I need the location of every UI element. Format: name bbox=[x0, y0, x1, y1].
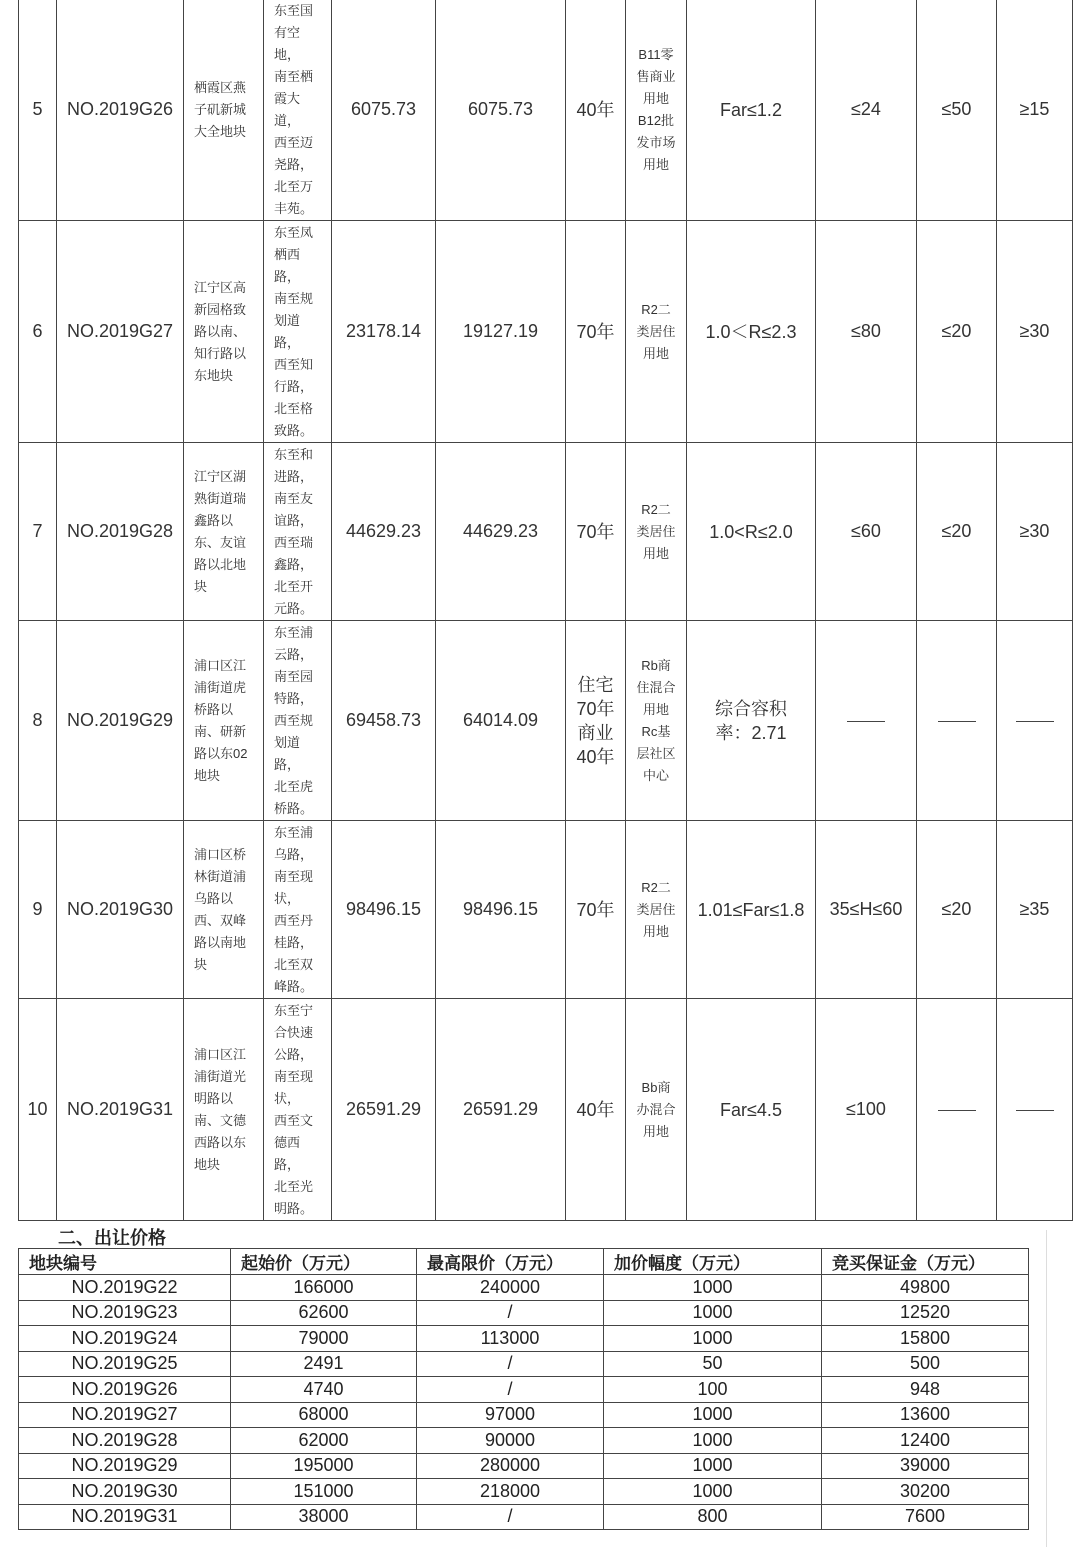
price-row bbox=[19, 1275, 1029, 1301]
price-row bbox=[19, 1351, 1029, 1377]
price-increment: 1000 bbox=[604, 1428, 822, 1454]
price-start: 38000 bbox=[231, 1504, 417, 1530]
parcel-location-line: 路以东02 bbox=[194, 745, 248, 761]
floor-area-ratio bbox=[687, 0, 816, 221]
price-row bbox=[19, 1428, 1029, 1454]
price-start: 62000 bbox=[231, 1428, 417, 1454]
parcel-row bbox=[19, 443, 1073, 621]
price-max: / bbox=[417, 1351, 604, 1377]
price-max: 240000 bbox=[417, 1275, 604, 1301]
parcel-boundary-line: 西至规 bbox=[274, 712, 314, 728]
parcel-boundary-line: 桂路， bbox=[274, 934, 314, 950]
parcel-location-line: 路以南地 bbox=[194, 934, 247, 950]
empty-dash bbox=[847, 721, 885, 722]
parcel-location-line: 江宁区湖 bbox=[194, 468, 247, 484]
lease-term bbox=[566, 221, 626, 443]
parcel-boundary-line: 西至迈 bbox=[274, 134, 314, 150]
lease-term-line: 40年 bbox=[576, 99, 615, 120]
building-height: 35≤H≤60 bbox=[816, 821, 917, 999]
parcel-boundary-line: 东至浦 bbox=[274, 824, 314, 840]
parcel-boundary-line: 特路， bbox=[274, 690, 314, 706]
land-use bbox=[626, 443, 687, 621]
price-increment: 1000 bbox=[604, 1275, 822, 1301]
land-use-line: 售商业 bbox=[636, 68, 676, 84]
parcel-boundary-line: 北至虎 bbox=[274, 778, 314, 794]
price-row bbox=[19, 1377, 1029, 1403]
green-ratio bbox=[997, 621, 1073, 821]
land-use-line: Rb商 bbox=[641, 657, 671, 673]
parcel-boundary-line: 南至栖 bbox=[274, 68, 314, 84]
land-use-line: 用地 bbox=[642, 545, 669, 561]
price-parcel-code: NO.2019G23 bbox=[19, 1300, 231, 1326]
header-deposit: 竞买保证金（万元） bbox=[822, 1249, 1029, 1275]
price-deposit: 15800 bbox=[822, 1326, 1029, 1352]
parcel-boundary bbox=[264, 999, 332, 1221]
parcel-location bbox=[184, 821, 264, 999]
parcel-row bbox=[19, 0, 1073, 221]
parcel-boundary bbox=[264, 221, 332, 443]
price-max: 280000 bbox=[417, 1453, 604, 1479]
building-area: 26591.29 bbox=[436, 999, 566, 1221]
parcel-boundary-line: 北至双 bbox=[274, 956, 314, 972]
floor-area-ratio-line: 1.0＜R≤2.3 bbox=[705, 321, 797, 342]
lease-term bbox=[566, 0, 626, 221]
parcel-boundary-line: 路， bbox=[274, 268, 301, 284]
parcel-location bbox=[184, 221, 264, 443]
parcel-location-line: 地块 bbox=[194, 1156, 221, 1172]
building-height bbox=[816, 621, 917, 821]
floor-area-ratio-line: 1.0<R≤2.0 bbox=[709, 521, 793, 542]
lease-term-line: 70年 bbox=[576, 321, 615, 342]
land-use-line: 中心 bbox=[642, 767, 669, 783]
building-area: 98496.15 bbox=[436, 821, 566, 999]
building-area: 6075.73 bbox=[436, 0, 566, 221]
parcel-location-line: 南、文德 bbox=[194, 1112, 247, 1128]
parcel-location-line: 西路以东 bbox=[194, 1134, 247, 1150]
parcel-location-line: 地块 bbox=[194, 767, 221, 783]
floor-area-ratio bbox=[687, 221, 816, 443]
land-use bbox=[626, 621, 687, 821]
parcel-boundary-line: 东至国 bbox=[274, 2, 314, 18]
parcel-code: NO.2019G29 bbox=[57, 621, 184, 821]
land-area: 44629.23 bbox=[332, 443, 436, 621]
lease-term-line: 商业 bbox=[577, 722, 614, 743]
lease-term-line: 70年 bbox=[576, 521, 615, 542]
price-table-header bbox=[19, 1249, 1029, 1275]
parcel-code: NO.2019G30 bbox=[57, 821, 184, 999]
parcel-location-line: 新园格致 bbox=[194, 301, 247, 317]
parcel-boundary-line: 西至丹 bbox=[274, 912, 314, 928]
parcel-location-line: 知行路以 bbox=[194, 345, 247, 361]
building-density: ≤20 bbox=[917, 443, 997, 621]
parcel-boundary-line: 东至和 bbox=[274, 446, 314, 462]
green-ratio: ≥30 bbox=[997, 443, 1073, 621]
price-parcel-code: NO.2019G25 bbox=[19, 1351, 231, 1377]
parcel-location-line: 鑫路以 bbox=[194, 512, 234, 528]
parcel-location bbox=[184, 443, 264, 621]
price-parcel-code: NO.2019G30 bbox=[19, 1479, 231, 1505]
parcel-boundary-line: 明路。 bbox=[274, 1200, 314, 1216]
price-deposit: 7600 bbox=[822, 1504, 1029, 1530]
parcel-boundary-line: 栖西 bbox=[274, 246, 301, 262]
parcel-boundary-line: 乌路， bbox=[274, 846, 314, 862]
land-use-line: R2二 bbox=[641, 301, 671, 317]
parcel-boundary-line: 峰路。 bbox=[274, 978, 314, 994]
parcel-location bbox=[184, 999, 264, 1221]
row-number: 5 bbox=[19, 0, 57, 221]
green-ratio: ≥30 bbox=[997, 221, 1073, 443]
header-increment: 加价幅度（万元） bbox=[604, 1249, 822, 1275]
parcel-boundary-line: 南至现 bbox=[274, 868, 314, 884]
parcel-boundary-line: 公路， bbox=[274, 1046, 314, 1062]
header-max-price: 最高限价（万元） bbox=[417, 1249, 604, 1275]
parcel-boundary-line: 南至现 bbox=[274, 1068, 314, 1084]
parcel-row bbox=[19, 999, 1073, 1221]
parcel-boundary-line: 进路， bbox=[274, 468, 314, 484]
land-use-line: Bb商 bbox=[641, 1079, 671, 1095]
land-use-line: 用地 bbox=[642, 90, 669, 106]
floor-area-ratio-line: Far≤1.2 bbox=[720, 99, 782, 120]
parcel-boundary-line: 谊路， bbox=[274, 512, 314, 528]
building-area: 19127.19 bbox=[436, 221, 566, 443]
price-deposit: 948 bbox=[822, 1377, 1029, 1403]
land-parcel-table bbox=[18, 0, 1073, 1221]
floor-area-ratio-line: 率：2.71 bbox=[715, 722, 787, 743]
section-title-price: 二、出让价格 bbox=[58, 1228, 166, 1249]
parcel-boundary-line: 状， bbox=[274, 1090, 301, 1106]
land-area: 69458.73 bbox=[332, 621, 436, 821]
land-use bbox=[626, 0, 687, 221]
parcel-boundary-line: 行路， bbox=[274, 378, 314, 394]
price-deposit: 39000 bbox=[822, 1453, 1029, 1479]
parcel-code: NO.2019G28 bbox=[57, 443, 184, 621]
parcel-location-line: 江宁区高 bbox=[194, 279, 247, 295]
land-use-line: B11零 bbox=[638, 46, 674, 62]
land-use-line: R2二 bbox=[641, 501, 671, 517]
parcel-boundary-line: 尧路， bbox=[274, 156, 314, 172]
floor-area-ratio-line: Far≤4.5 bbox=[720, 1099, 782, 1120]
parcel-boundary-line: 地， bbox=[274, 46, 301, 62]
parcel-row bbox=[19, 221, 1073, 443]
price-max: 97000 bbox=[417, 1402, 604, 1428]
price-parcel-code: NO.2019G29 bbox=[19, 1453, 231, 1479]
price-parcel-code: NO.2019G27 bbox=[19, 1402, 231, 1428]
price-row bbox=[19, 1479, 1029, 1505]
lease-term-line: 40年 bbox=[576, 746, 615, 767]
price-row bbox=[19, 1300, 1029, 1326]
land-use-line: 用地 bbox=[642, 923, 669, 939]
parcel-row bbox=[19, 621, 1073, 821]
land-use-line: 发市场 bbox=[636, 134, 676, 150]
parcel-boundary-line: 云路， bbox=[274, 646, 314, 662]
building-density bbox=[917, 621, 997, 821]
price-max: 218000 bbox=[417, 1479, 604, 1505]
price-parcel-code: NO.2019G31 bbox=[19, 1504, 231, 1530]
parcel-location-line: 西、双峰 bbox=[194, 912, 247, 928]
empty-dash bbox=[938, 1110, 976, 1111]
parcel-boundary-line: 鑫路， bbox=[274, 556, 314, 572]
parcel-location bbox=[184, 621, 264, 821]
parcel-boundary-line: 致路。 bbox=[274, 422, 314, 438]
parcel-boundary bbox=[264, 443, 332, 621]
parcel-location-line: 浦口区江 bbox=[194, 1046, 247, 1062]
parcel-location-line: 明路以 bbox=[194, 1090, 234, 1106]
price-parcel-code: NO.2019G24 bbox=[19, 1326, 231, 1352]
land-area: 23178.14 bbox=[332, 221, 436, 443]
row-number: 10 bbox=[19, 999, 57, 1221]
lease-term bbox=[566, 621, 626, 821]
price-start: 151000 bbox=[231, 1479, 417, 1505]
lease-term-line: 70年 bbox=[576, 899, 615, 920]
price-deposit: 500 bbox=[822, 1351, 1029, 1377]
empty-dash bbox=[1016, 1110, 1054, 1111]
header-parcel-code: 地块编号 bbox=[19, 1249, 231, 1275]
parcel-boundary-line: 西至知 bbox=[274, 356, 314, 372]
parcel-row bbox=[19, 821, 1073, 999]
parcel-boundary-line: 德西 bbox=[274, 1134, 301, 1150]
land-area: 26591.29 bbox=[332, 999, 436, 1221]
building-density: ≤20 bbox=[917, 221, 997, 443]
price-deposit: 12520 bbox=[822, 1300, 1029, 1326]
floor-area-ratio bbox=[687, 999, 816, 1221]
price-row bbox=[19, 1504, 1029, 1530]
parcel-boundary-line: 划道 bbox=[274, 312, 301, 328]
price-start: 166000 bbox=[231, 1275, 417, 1301]
building-density: ≤50 bbox=[917, 0, 997, 221]
lease-term-line: 住宅 bbox=[577, 674, 614, 695]
land-use bbox=[626, 999, 687, 1221]
land-area: 98496.15 bbox=[332, 821, 436, 999]
parcel-boundary-line: 南至友 bbox=[274, 490, 314, 506]
parcel-location-line: 乌路以 bbox=[194, 890, 234, 906]
building-density bbox=[917, 999, 997, 1221]
building-height: ≤100 bbox=[816, 999, 917, 1221]
land-use bbox=[626, 821, 687, 999]
parcel-code: NO.2019G26 bbox=[57, 0, 184, 221]
parcel-boundary-line: 西至瑞 bbox=[274, 534, 314, 550]
price-increment: 100 bbox=[604, 1377, 822, 1403]
land-area: 6075.73 bbox=[332, 0, 436, 221]
building-area: 64014.09 bbox=[436, 621, 566, 821]
parcel-code: NO.2019G31 bbox=[57, 999, 184, 1221]
floor-area-ratio-line: 1.01≤Far≤1.8 bbox=[697, 899, 805, 920]
parcel-location-line: 南、研新 bbox=[194, 723, 247, 739]
price-increment: 1000 bbox=[604, 1479, 822, 1505]
parcel-boundary-line: 南至园 bbox=[274, 668, 314, 684]
price-deposit: 12400 bbox=[822, 1428, 1029, 1454]
price-increment: 1000 bbox=[604, 1453, 822, 1479]
price-parcel-code: NO.2019G28 bbox=[19, 1428, 231, 1454]
parcel-boundary-line: 北至格 bbox=[274, 400, 314, 416]
floor-area-ratio bbox=[687, 821, 816, 999]
header-start-price: 起始价（万元） bbox=[231, 1249, 417, 1275]
land-use bbox=[626, 221, 687, 443]
parcel-location-line: 栖霞区燕 bbox=[194, 79, 247, 95]
price-max: 90000 bbox=[417, 1428, 604, 1454]
lease-term bbox=[566, 999, 626, 1221]
price-max: 113000 bbox=[417, 1326, 604, 1352]
row-number: 8 bbox=[19, 621, 57, 821]
parcel-location-line: 浦街道虎 bbox=[194, 679, 247, 695]
parcel-boundary-line: 路， bbox=[274, 756, 301, 772]
parcel-boundary bbox=[264, 621, 332, 821]
lease-term bbox=[566, 443, 626, 621]
lease-term bbox=[566, 821, 626, 999]
row-number: 6 bbox=[19, 221, 57, 443]
parcel-location-line: 路以南、 bbox=[194, 323, 247, 339]
parcel-location-line: 路以北地 bbox=[194, 556, 247, 572]
green-ratio bbox=[997, 999, 1073, 1221]
parcel-boundary-line: 划道 bbox=[274, 734, 301, 750]
parcel-boundary-line: 丰苑。 bbox=[274, 200, 314, 216]
empty-dash bbox=[938, 721, 976, 722]
land-use-line: 类居住 bbox=[636, 323, 676, 339]
price-increment: 1000 bbox=[604, 1402, 822, 1428]
parcel-boundary-line: 东至宁 bbox=[274, 1002, 314, 1018]
price-row bbox=[19, 1453, 1029, 1479]
price-increment: 1000 bbox=[604, 1326, 822, 1352]
land-use-line: Rc基 bbox=[641, 723, 671, 739]
parcel-boundary-line: 东至浦 bbox=[274, 624, 314, 640]
parcel-boundary-line: 北至万 bbox=[274, 178, 314, 194]
green-ratio: ≥15 bbox=[997, 0, 1073, 221]
price-start: 79000 bbox=[231, 1326, 417, 1352]
parcel-boundary bbox=[264, 821, 332, 999]
parcel-location-line: 浦口区桥 bbox=[194, 846, 247, 862]
parcel-location-line: 东地块 bbox=[194, 367, 234, 383]
price-start: 2491 bbox=[231, 1351, 417, 1377]
land-use-line: 用地 bbox=[642, 701, 669, 717]
parcel-location-line: 桥路以 bbox=[194, 701, 234, 717]
parcel-location-line: 子矶新城 bbox=[194, 101, 247, 117]
parcel-location-line: 大全地块 bbox=[194, 123, 247, 139]
land-use-line: 用地 bbox=[642, 1123, 669, 1139]
parcel-boundary-line: 西至文 bbox=[274, 1112, 314, 1128]
building-density: ≤20 bbox=[917, 821, 997, 999]
floor-area-ratio bbox=[687, 621, 816, 821]
lease-term-line: 40年 bbox=[576, 1099, 615, 1120]
parcel-boundary-line: 合快速 bbox=[274, 1024, 314, 1040]
green-ratio: ≥35 bbox=[997, 821, 1073, 999]
parcel-boundary-line: 路， bbox=[274, 1156, 301, 1172]
parcel-boundary-line: 状， bbox=[274, 890, 301, 906]
price-start: 68000 bbox=[231, 1402, 417, 1428]
parcel-location-line: 林街道浦 bbox=[194, 868, 247, 884]
price-parcel-code: NO.2019G26 bbox=[19, 1377, 231, 1403]
price-max: / bbox=[417, 1377, 604, 1403]
land-use-line: 用地 bbox=[642, 345, 669, 361]
price-deposit: 49800 bbox=[822, 1275, 1029, 1301]
price-parcel-code: NO.2019G22 bbox=[19, 1275, 231, 1301]
land-use-line: 层社区 bbox=[636, 745, 676, 761]
price-increment: 800 bbox=[604, 1504, 822, 1530]
parcel-location bbox=[184, 0, 264, 221]
page-edge-rule bbox=[1046, 1230, 1047, 1547]
price-table bbox=[18, 1248, 1029, 1530]
land-use-line: 办混合 bbox=[636, 1101, 676, 1117]
parcel-location-line: 块 bbox=[194, 578, 208, 594]
parcel-location-line: 浦口区江 bbox=[194, 657, 247, 673]
parcel-boundary-line: 元路。 bbox=[274, 600, 314, 616]
parcel-boundary-line: 有空 bbox=[274, 24, 301, 40]
land-use-line: 类居住 bbox=[636, 901, 676, 917]
land-use-line: 住混合 bbox=[636, 679, 676, 695]
building-height: ≤24 bbox=[816, 0, 917, 221]
price-increment: 1000 bbox=[604, 1300, 822, 1326]
parcel-location-line: 东、友谊 bbox=[194, 534, 247, 550]
parcel-location-line: 熟街道瑞 bbox=[194, 490, 247, 506]
price-increment: 50 bbox=[604, 1351, 822, 1377]
parcel-boundary-line: 路， bbox=[274, 334, 301, 350]
row-number: 9 bbox=[19, 821, 57, 999]
parcel-boundary-line: 北至开 bbox=[274, 578, 314, 594]
price-start: 62600 bbox=[231, 1300, 417, 1326]
row-number: 7 bbox=[19, 443, 57, 621]
price-deposit: 30200 bbox=[822, 1479, 1029, 1505]
parcel-location-line: 浦街道光 bbox=[194, 1068, 247, 1084]
parcel-code: NO.2019G27 bbox=[57, 221, 184, 443]
building-height: ≤80 bbox=[816, 221, 917, 443]
parcel-location-line: 块 bbox=[194, 956, 208, 972]
land-use-line: B12批 bbox=[637, 112, 675, 128]
price-start: 4740 bbox=[231, 1377, 417, 1403]
price-row bbox=[19, 1402, 1029, 1428]
price-max: / bbox=[417, 1504, 604, 1530]
price-row bbox=[19, 1326, 1029, 1352]
parcel-boundary-line: 北至光 bbox=[274, 1178, 314, 1194]
building-area: 44629.23 bbox=[436, 443, 566, 621]
price-max: / bbox=[417, 1300, 604, 1326]
floor-area-ratio-line: 综合容积 bbox=[715, 698, 787, 719]
price-deposit: 13600 bbox=[822, 1402, 1029, 1428]
price-start: 195000 bbox=[231, 1453, 417, 1479]
empty-dash bbox=[1016, 721, 1054, 722]
land-use-line: 用地 bbox=[642, 156, 669, 172]
lease-term-line: 70年 bbox=[576, 698, 615, 719]
building-height: ≤60 bbox=[816, 443, 917, 621]
parcel-boundary-line: 南至规 bbox=[274, 290, 314, 306]
floor-area-ratio bbox=[687, 443, 816, 621]
parcel-boundary-line: 东至凤 bbox=[274, 224, 314, 240]
land-use-line: R2二 bbox=[641, 879, 671, 895]
parcel-boundary-line: 道， bbox=[274, 112, 301, 128]
land-use-line: 类居住 bbox=[636, 523, 676, 539]
parcel-boundary bbox=[264, 0, 332, 221]
parcel-boundary-line: 霞大 bbox=[274, 90, 301, 106]
parcel-boundary-line: 桥路。 bbox=[274, 800, 314, 816]
